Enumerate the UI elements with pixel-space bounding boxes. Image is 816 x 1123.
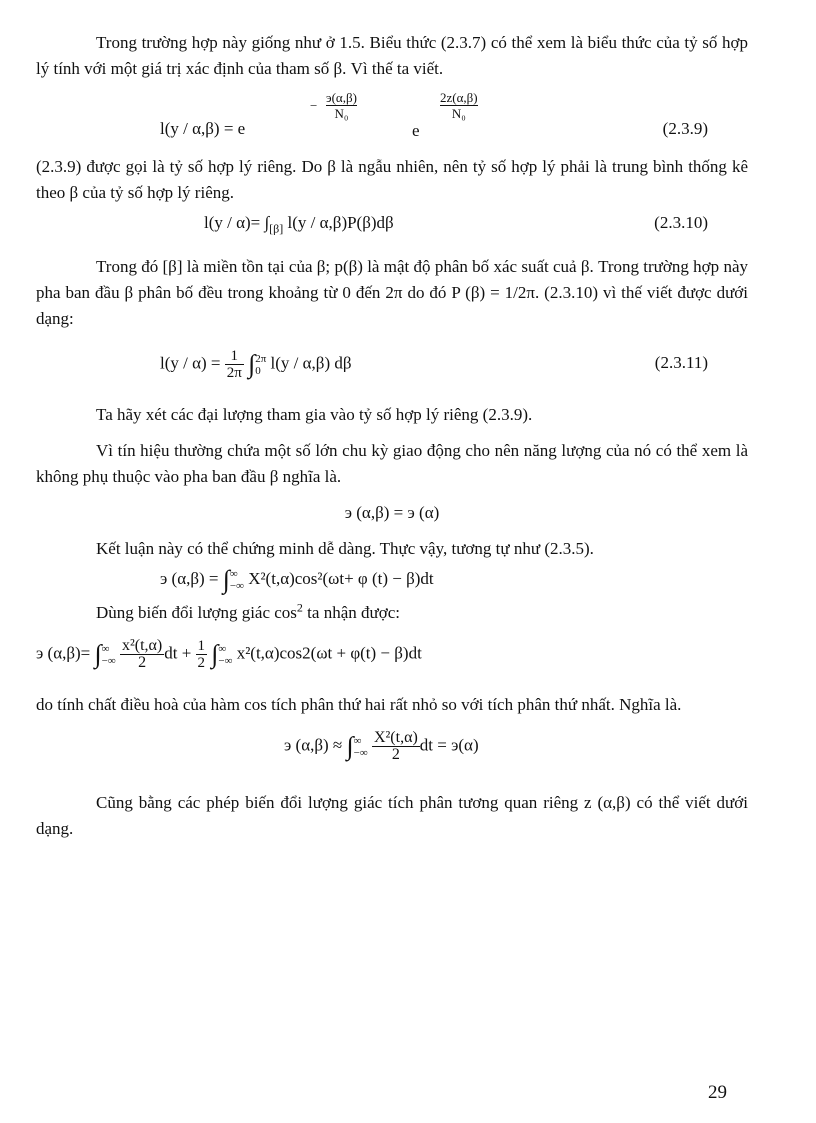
page-number: 29 — [708, 1082, 727, 1103]
paragraph-2: (2.3.9) được gọi là tỷ số hợp lý riêng. Do β là ngẫu nhiên, nên tỷ số hợp lý phải là trung bình thống kê theo β của tỷ số hợp lý riêng. — [36, 157, 748, 202]
paragraph-5: Vì tín hiệu thường chứa một số lớn chu kỳ giao động cho nên năng lượng của nó có thể xem là không phụ thuộc vào pha ban đầu β nghĩa là. — [36, 441, 748, 486]
exponent-2: 2z(α,β) N₀ — [440, 90, 478, 121]
paragraph-6: Kết luận này có thể chứng minh dễ dàng. Thực vậy, tương tự như (2.3.5). — [96, 539, 594, 558]
equation-2-3-11-label: (2.3.11) — [654, 353, 708, 372]
equation-2-3-9-label: (2.3.9) — [662, 119, 708, 138]
equation-2-3-11: l(y / α) = $\frac{1}{2\pi}$ ∫ 2π 0 l(y / α,β) dβ (2.3.11) — [160, 348, 708, 381]
energy-equation: э (α,β) = э (α) — [344, 503, 440, 522]
paragraph-3: Trong đó [β] là miền tồn tại của β; p(β) là mật độ phân bố xác suất cuả β. Trong trường hợp này pha ban đầu β phân bố đều trong khoảng từ 0 đến 2π do đó P (β) = 1/2π. (2.3.10) vì thế viết được dưới dạng: — [36, 257, 748, 328]
equation-2-3-9-mid: e — [412, 121, 420, 140]
equation-energy-approx: э (α,β) ≈ ∫ ∞ −∞ $\frac{\text{X²(t,α)}}{2}$ dt = э(α) — [284, 729, 479, 763]
paragraph-7: Dùng biến đổi lượng giác $\cos^2$ ta nhận được: — [96, 600, 400, 622]
equation-energy-integral: э (α,β) = ∫ ∞ −∞ X²(t,α)cos²(ωt+ φ (t) − β)dt — [160, 565, 434, 595]
page-content — [36, 30, 748, 842]
equation-2-3-10: $l(y / \alpha)= \int_{[\beta]}$ l(y / α,β)P(β)dβ (2.3.10) — [36, 206, 748, 244]
fraction-one-over-two-pi: $\frac{1}{2\pi}$ — [226, 348, 242, 381]
equation-2-3-9-lhs: l(y / α,β) = e — [160, 119, 246, 138]
integral-sign: ∫ — [248, 349, 256, 379]
paragraph-8: do tính chất điều hoà của hàm cos tích phân thứ hai rất nhỏ so với tích phân thứ nhất. Nghĩa là. — [36, 695, 682, 714]
exponent-1: − э(α,β) N₀ — [310, 90, 357, 121]
equation-2-3-10-label: (2.3.10) — [654, 213, 708, 232]
paragraph-9: Cũng bằng các phép biến đổi lượng giác tích phân tương quan riêng z (α,β) có thể viết dưới dạng. — [36, 793, 748, 838]
paragraph-4: Ta hãy xét các đại lượng tham gia vào tỷ số hợp lý riêng (2.3.9). — [96, 405, 533, 424]
paragraph-1: Trong trường hợp này giống như ở 1.5. Biểu thức (2.3.7) có thể xem là biểu thức của tỷ số hợp lý tính với một giá trị xác định của tham số β. Vì thế ta viết. — [36, 33, 748, 78]
equation-energy-expanded: э (α,β)= ∫ ∞ −∞ $\frac{\text{x²(t,α)}}{2}$ dt + $\frac{1}{2}$ ∫ ∞ −∞ x²(t,α)cos2(ωt + φ(t) − β)dt — [36, 637, 422, 671]
equation-2-3-9 — [36, 88, 748, 144]
